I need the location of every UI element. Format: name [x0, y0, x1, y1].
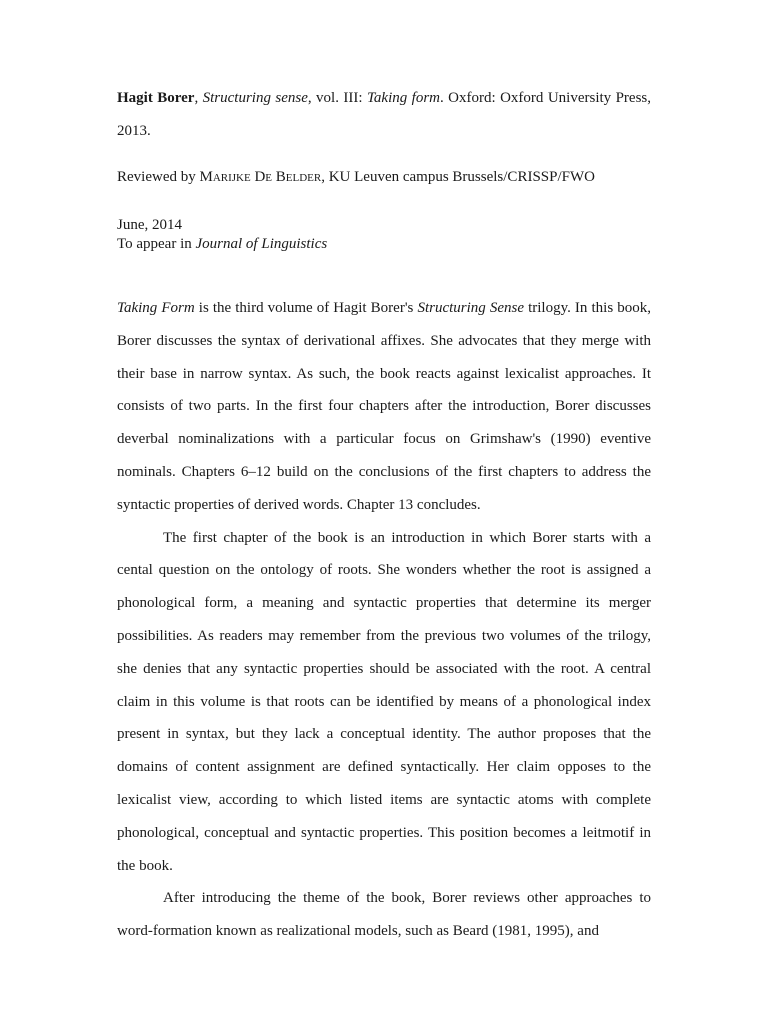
review-date: June, 2014: [117, 217, 182, 233]
reviewer-affiliation: , KU Leuven campus Brussels/CRISSP/FWO: [321, 169, 595, 185]
reviewer-name: Marijke De Belder: [199, 169, 322, 185]
book-title: Taking form: [366, 90, 441, 106]
series-title-inline: Structuring Sense: [417, 300, 525, 316]
book-title-inline: Taking Form: [117, 300, 195, 316]
paragraph-1: [117, 292, 651, 522]
volume-info: , vol. III:: [307, 90, 367, 106]
paragraph-1-text-a: is the third volume of Hagit Borer's: [194, 300, 418, 316]
book-author: Hagit Borer: [117, 90, 195, 106]
publisher-info: . Oxford: Oxford University Press, 2013.: [117, 90, 651, 139]
date-block: [117, 216, 651, 254]
reviewer-line: [117, 166, 651, 188]
paragraph-3: After introducing the theme of the book, Borer reviews other approaches to word-formation known as realizational models, such as Beard (1981, 1995), and: [117, 890, 651, 940]
journal-name: Journal of Linguistics: [195, 236, 328, 252]
appear-prefix: To appear in: [117, 236, 196, 252]
book-citation: [117, 82, 651, 148]
review-body: [117, 292, 651, 948]
citation-separator: ,: [194, 90, 203, 106]
reviewer-prefix: Reviewed by: [117, 169, 200, 185]
series-title: Structuring sense: [202, 90, 308, 106]
paragraph-2: The first chapter of the book is an introduction in which Borer starts with a cental question on the ontology of roots. She wonders whether the root is assigned a phonological form, a meaning and syntactic properties that determine its merger possibilities. As readers may remember from the previous two volumes of the trilogy, she denies that any syntactic properties should be associated with the root. A central claim in this volume is that roots can be identified by means of a phonological index present in syntax, but they lack a conceptual identity. The author proposes that the domains of content assignment are defined syntactically. Her claim opposes to the lexicalist view, according to which listed items are syntactic atoms with complete phonological, conceptual and syntactic properties. This position becomes a leitmotif in the book.: [117, 529, 651, 874]
paragraph-1-text-b: trilogy. In this book, Borer discusses the syntax of derivational affixes. She advocates that they merge with their base in narrow syntax. As such, the book reacts against lexicalist approaches. It consists of two parts. In the first four chapters after the introduction, Borer discusses deverbal nominalizations with a particular focus on Grimshaw's (1990) eventive nominals. Chapters 6–12 build on the conclusions of the first chapters to address the syntactic properties of derived words. Chapter 13 concludes.: [117, 300, 651, 513]
appear-line: [117, 235, 651, 254]
